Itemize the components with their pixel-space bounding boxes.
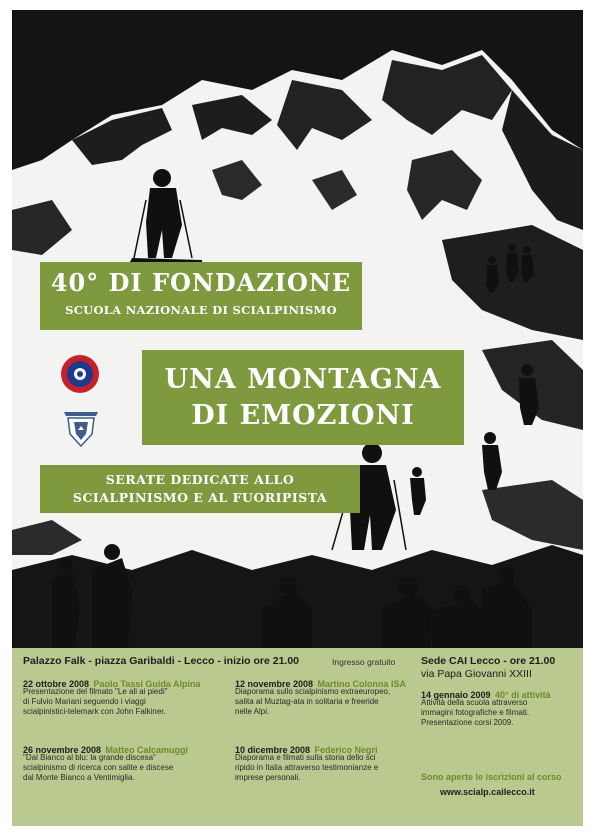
- event-1-desc-1: Presentazione del filmato "Le ali ai piedi": [23, 687, 168, 696]
- headline-line-1: UNA MONTAGNA: [164, 364, 442, 395]
- event-date: 22 ottobre 2008: [23, 679, 90, 689]
- headline-banner: [142, 350, 464, 445]
- event-speaker: Matteo Calcamuggi: [105, 745, 189, 755]
- event-date: 12 novembre 2008: [235, 679, 314, 689]
- anniversary-banner: [40, 262, 362, 330]
- sede-line-2: via Papa Giovanni XXIII: [421, 668, 532, 680]
- sede-desc-1: Attività della scuola attraverso: [421, 698, 528, 707]
- event-4-desc-1: Diaporama e filmati sulla storia dello sci: [235, 753, 376, 762]
- event-info-panel: [12, 648, 583, 826]
- enrolment-note: Sono aperte le iscrizioni al corso: [421, 772, 562, 782]
- sede-desc-3: Presentazione corsi 2009.: [421, 718, 514, 727]
- event-speaker: Federico Negri: [314, 745, 378, 755]
- event-date: 26 novembre 2008: [23, 745, 102, 755]
- event-4-desc-2: ripido in Italia attraverso testimonianze e: [235, 763, 379, 772]
- event-1-desc-3: scialpinistici-telemark con John Falkiner.: [23, 707, 166, 716]
- sede-event-date: 14 gennaio 2009: [421, 690, 491, 700]
- venue-name: Palazzo Falk: [23, 655, 86, 667]
- event-3-desc-1: "Dal Bianco al blu: la grande discesa": [23, 753, 156, 762]
- school-name: SCUOLA NAZIONALE DI SCIALPINISMO: [65, 303, 337, 317]
- mountain-artwork: [12, 10, 583, 662]
- event-date: 10 dicembre 2008: [235, 745, 311, 755]
- event-2-desc-3: nelle Alpi.: [235, 707, 270, 716]
- venue-header: [23, 655, 299, 667]
- subtitle-line-1: SERATE DEDICATE ALLO: [105, 472, 295, 487]
- venue-address: - piazza Garibaldi - Lecco - inizio ore 21.00: [85, 655, 300, 667]
- event-2-desc-1: Diaporama sullo scialpinismo extraeuropeo,: [235, 687, 391, 696]
- subtitle-banner: [40, 465, 360, 513]
- headline-line-2: DI EMOZIONI: [191, 400, 415, 431]
- scuola-nazionale-scialpinismo-logo: [60, 354, 100, 394]
- event-1-desc-2: di Fulvio Mariani seguendo i viaggi: [23, 697, 146, 706]
- cai-logo: [62, 406, 100, 448]
- anniversary-title: 40° DI FONDAZIONE: [50, 268, 352, 297]
- event-3-desc-2: scialpinismo di ricerca con salite e discese: [23, 763, 174, 772]
- entry-note: Ingresso gratuito: [332, 657, 396, 667]
- event-2-desc-2: salita al Muztag-ata in solitaria e freeride: [235, 697, 379, 706]
- event-speaker: Martino Colonna ISA: [317, 679, 406, 689]
- event-4-desc-3: imprese personali.: [235, 773, 301, 782]
- subtitle-line-2: SCIALPINISMO E AL FUORIPISTA: [72, 490, 328, 505]
- mountain-illustration: [12, 10, 583, 662]
- website-link[interactable]: www.scialp.cailecco.it: [440, 787, 535, 797]
- event-speaker: Paolo Tassi Guida Alpina: [93, 679, 201, 689]
- sede-line-1: Sede CAI Lecco - ore 21.00: [421, 655, 556, 667]
- sede-desc-2: immagini fotografiche e filmati.: [421, 708, 530, 717]
- event-3-desc-3: dal Monte Bianco a Ventimiglia.: [23, 773, 135, 782]
- sede-event-title: 40° di attività: [495, 690, 551, 700]
